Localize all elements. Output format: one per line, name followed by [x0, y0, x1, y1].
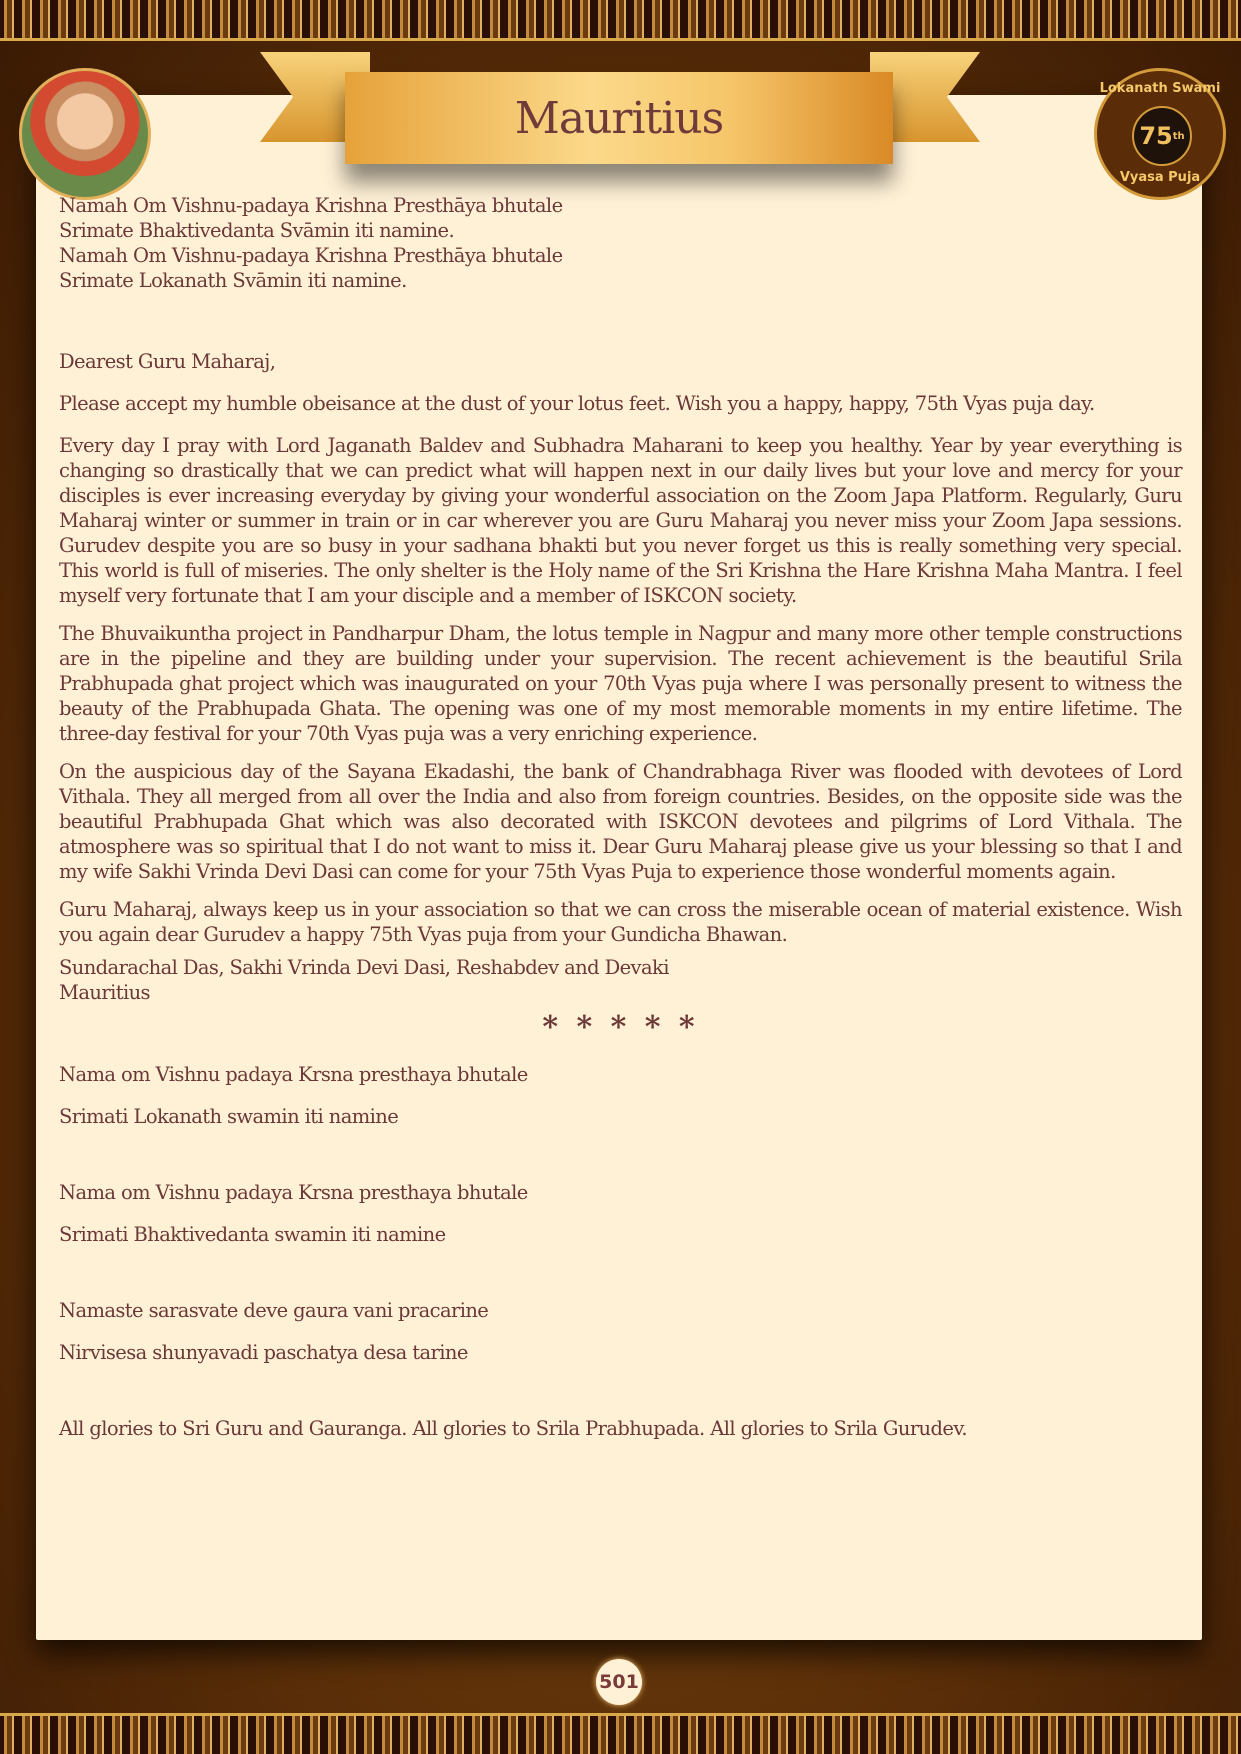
page-title: Mauritius — [514, 92, 724, 144]
verses — [59, 1062, 1182, 1441]
title-ribbon — [345, 72, 893, 164]
paragraph: Guru Maharaj, always keep us in your association so that we can cross the miserable ocean of material existence. Wish you again dear Gurudev a happy 75th Vyas puja from your Gundicha Bhawan. — [59, 898, 1182, 946]
salutation: Dearest Guru Maharaj, — [59, 350, 276, 373]
opening-mantra — [59, 193, 1182, 293]
signature-place: Mauritius — [59, 981, 150, 1004]
verse-line: Nama om Vishnu padaya Krsna presthaya bhutale — [59, 1063, 528, 1086]
signature-names: Sundarachal Das, Sakhi Vrinda Devi Dasi, Reshabdev and Devaki — [59, 956, 669, 979]
decorative-border-top — [0, 0, 1241, 41]
seal-number: 75 th — [1132, 106, 1192, 166]
mantra-line: Namah Om Vishnu-padaya Krishna Presthāya bhutale — [59, 244, 563, 267]
verse-line: Namaste sarasvate deve gaura vani pracarine — [59, 1299, 489, 1322]
guru-photo — [19, 68, 151, 200]
seal-top-text: Lokanath Swami — [1099, 81, 1221, 96]
decorative-border-bottom — [0, 1713, 1241, 1754]
mantra-line: Namah Om Vishnu-padaya Krishna Presthāya bhutale — [59, 194, 563, 217]
letter-body — [59, 193, 1182, 1458]
seal-bottom-text: Vyasa Puja — [1119, 170, 1201, 185]
vyasa-puja-seal-logo — [1094, 68, 1226, 200]
closing-line: All glories to Sri Guru and Gauranga. All glories to Srila Prabhupada. All glories to Srila Gurudev. — [59, 1417, 968, 1440]
verse-line: Nama om Vishnu padaya Krsna presthaya bhutale — [59, 1181, 528, 1204]
paragraph: On the auspicious day of the Sayana Ekadashi, the bank of Chandrabhaga River was flooded with devotees of Lord Vithala. They all merged from all over the India and also from foreign countries. Besides, on the opposite side was the beautiful Prabhupada Ghat which was also decorated with ISKCON devotees and pilgrims of Lord Vithala. The atmosphere was so spiritual that I do not want to miss it. Dear Guru Maharaj please give us your blessing so that I and my wife Sakhi Vrinda Devi Dasi can come for your 75th Vyas Puja to experience those wonderful moments again. — [59, 760, 1182, 883]
verse-line: Srimati Bhaktivedanta swamin iti namine — [59, 1223, 446, 1246]
paragraph: Please accept my humble obeisance at the dust of your lotus feet. Wish you a happy, happy, 75th Vyas puja day. — [59, 392, 1095, 415]
signature — [59, 955, 1182, 1005]
mantra-line: Srimate Bhaktivedanta Svāmin iti namine. — [59, 219, 455, 242]
mantra-line: Srimate Lokanath Svāmin iti namine. — [59, 269, 407, 292]
paragraph: The Bhuvaikuntha project in Pandharpur Dham, the lotus temple in Nagpur and many more other temple constructions are in the pipeline and they are building under your supervision. The recent achievement is the beautiful Srila Prabhupada ghat project which was inaugurated on your 70th Vyas puja where I was personally present to witness the beauty of the Prabhupada Ghata. The opening was one of my most memorable moments in my entire lifetime. The three-day festival for your 70th Vyas puja was a very enriching experience. — [59, 622, 1182, 745]
paragraph: Every day I pray with Lord Jaganath Baldev and Subhadra Maharani to keep you healthy. Year by year everything is changing so drastically that we can predict what will happen next in our daily lives but your love and mercy for your disciples is ever increasing everyday by giving your wonderful association on the Zoom Japa Platform. Regularly, Guru Maharaj winter or summer in train or in car wherever you are Guru Maharaj you never miss your Zoom Japa sessions. Gurudev despite you are so busy in your sadhana bhakti but you never forget us this is really something very special. This world is full of miseries. The only shelter is the Holy name of the Sri Krishna the Hare Krishna Maha Mantra. I feel myself very fortunate that I am your disciple and a member of ISKCON society. — [59, 434, 1182, 607]
page-number: 501 — [596, 1659, 642, 1705]
separator: * * * * * — [542, 1010, 699, 1045]
verse-line: Nirvisesa shunyavadi paschatya desa tarine — [59, 1341, 468, 1364]
verse-line: Srimati Lokanath swamin iti namine — [59, 1105, 399, 1128]
